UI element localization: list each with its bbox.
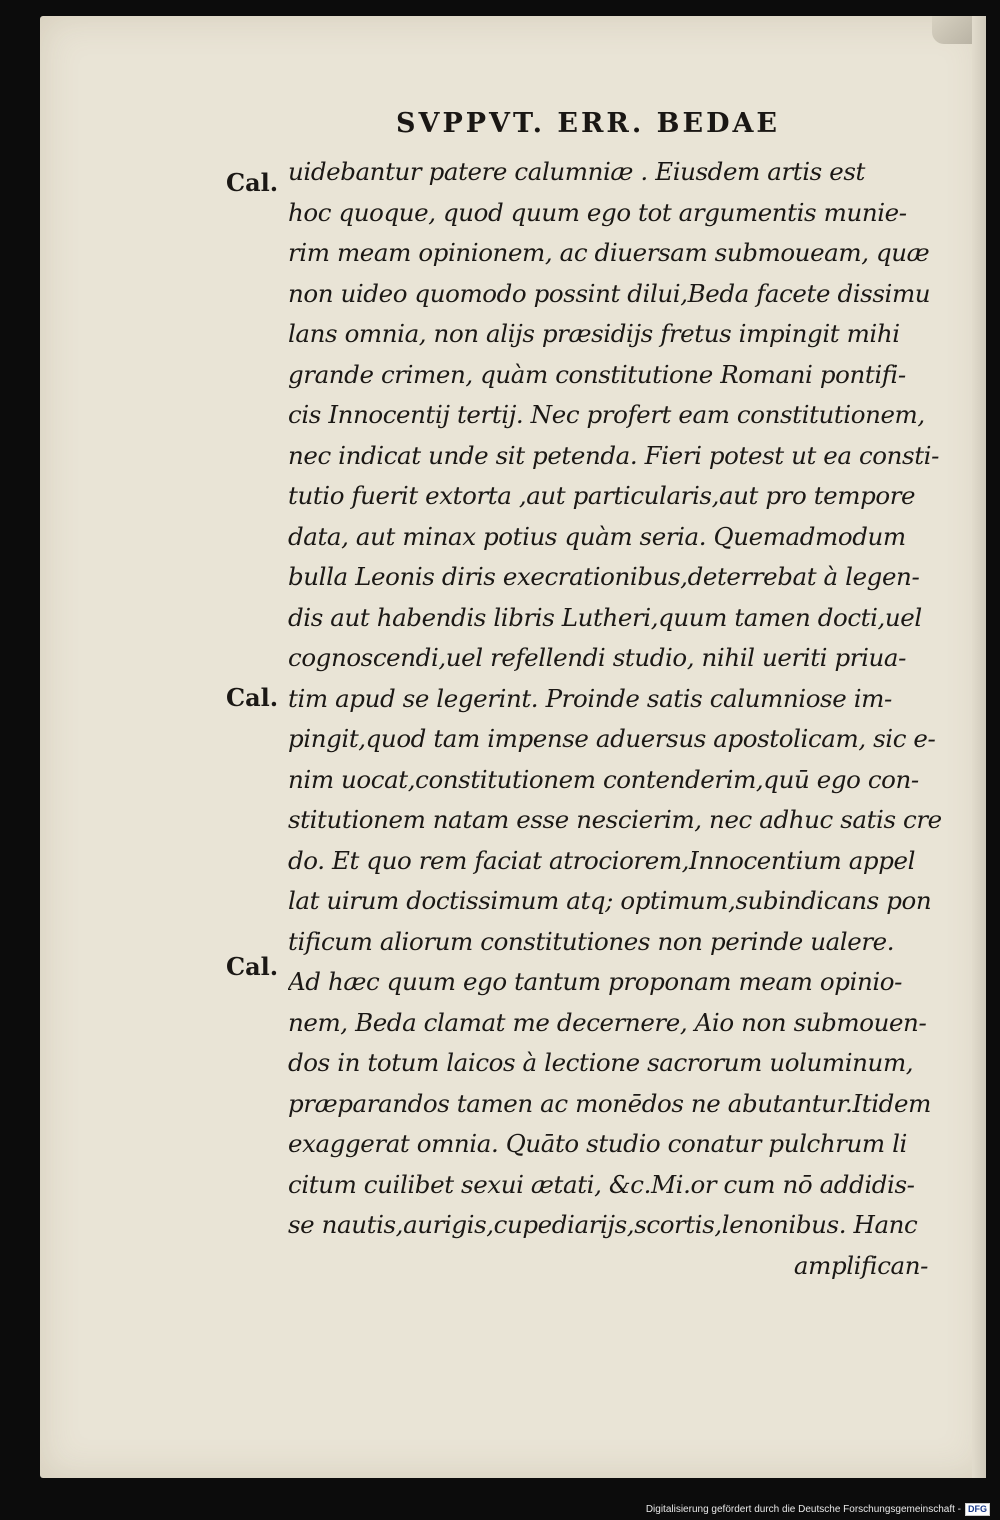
text-line: hoc quoque, quod quum ego tot argumentis munie- <box>288 197 907 227</box>
footer-credit: Digitalisierung gefördert durch die Deutsche Forschungsgemeinschaft - <box>645 1504 961 1515</box>
dfg-logo-icon: DFG <box>965 1503 990 1516</box>
text-line: stitutionem natam esse nescierim, nec adhuc satis cre <box>288 805 942 834</box>
text-line: se nautis,aurigis,cupediarijs,scortis,lenonibus. Hanc <box>288 1210 918 1239</box>
text-line: uidebantur patere calumniæ . Eiusdem artis est <box>288 157 865 186</box>
margin-note-cal-3: Cal. <box>226 952 279 981</box>
text-line: Ad hæc quum ego tantum proponam meam opinio- <box>288 967 902 996</box>
text-line: dos in totum laicos à lectione sacrorum uoluminum, <box>288 1048 914 1077</box>
digitization-footer <box>646 1503 990 1516</box>
page-fold <box>972 16 986 1478</box>
text-line: citum cuilibet sexui ætati, &c.Mi.or cum nō addidis- <box>288 1169 915 1199</box>
text-line: grande crimen, quàm constitutione Romani pontifi- <box>288 359 906 389</box>
text-line: tutio fuerit extorta ,aut particularis,aut pro tempore <box>288 481 916 510</box>
margin-note-cal-1: Cal. <box>226 168 279 197</box>
text-line: do. Et quo rem faciat atrociorem,Innocentium appel <box>288 845 916 875</box>
text-line: nem, Beda clamat me decernere, Aio non submouen- <box>288 1007 927 1037</box>
catchword: amplifican- <box>793 1250 928 1280</box>
text-line: præparandos tamen ac monēdos ne abutantur.Itidem <box>288 1088 931 1118</box>
text-line: nec indicat unde sit petenda. Fieri potest ut ea consti- <box>288 440 939 470</box>
body-text <box>288 152 948 1286</box>
page-corner <box>932 16 972 44</box>
text-line: dis aut habendis libris Lutheri,quum tamen docti,uel <box>288 602 922 632</box>
text-line: data, aut minax potius quàm seria. Quemadmodum <box>288 521 906 551</box>
text-line: cis Innocentij tertij. Nec profert eam constitutionem, <box>288 400 925 429</box>
text-line: rim meam opinionem, ac diuersam submoueam, quæ <box>288 238 930 267</box>
text-line: pingit,quod tam impense aduersus apostolicam, sic e- <box>288 724 936 753</box>
text-line: cognoscendi,uel refellendi studio, nihil ueriti priua- <box>288 643 906 672</box>
text-line: nim uocat,constitutionem contenderim,quū ego con- <box>288 764 919 794</box>
text-line: tim apud se legerint. Proinde satis calumniose im- <box>288 683 892 713</box>
margin-note-cal-2: Cal. <box>226 683 279 712</box>
text-line: lans omnia, non alijs præsidijs fretus impingit mihi <box>288 319 900 348</box>
text-line: non uideo quomodo possint dilui,Beda facete dissimu <box>288 278 931 308</box>
running-head: SVPPVT. ERR. BEDAE <box>396 108 781 139</box>
text-line: exaggerat omnia. Quāto studio conatur pulchrum li <box>288 1129 907 1158</box>
text-line: tificum aliorum constitutiones non perinde ualere. <box>288 926 895 956</box>
text-line: lat uirum doctissimum atq; optimum,subindicans pon <box>288 886 932 915</box>
text-line: bulla Leonis diris execrationibus,deterrebat à legen- <box>288 562 920 591</box>
